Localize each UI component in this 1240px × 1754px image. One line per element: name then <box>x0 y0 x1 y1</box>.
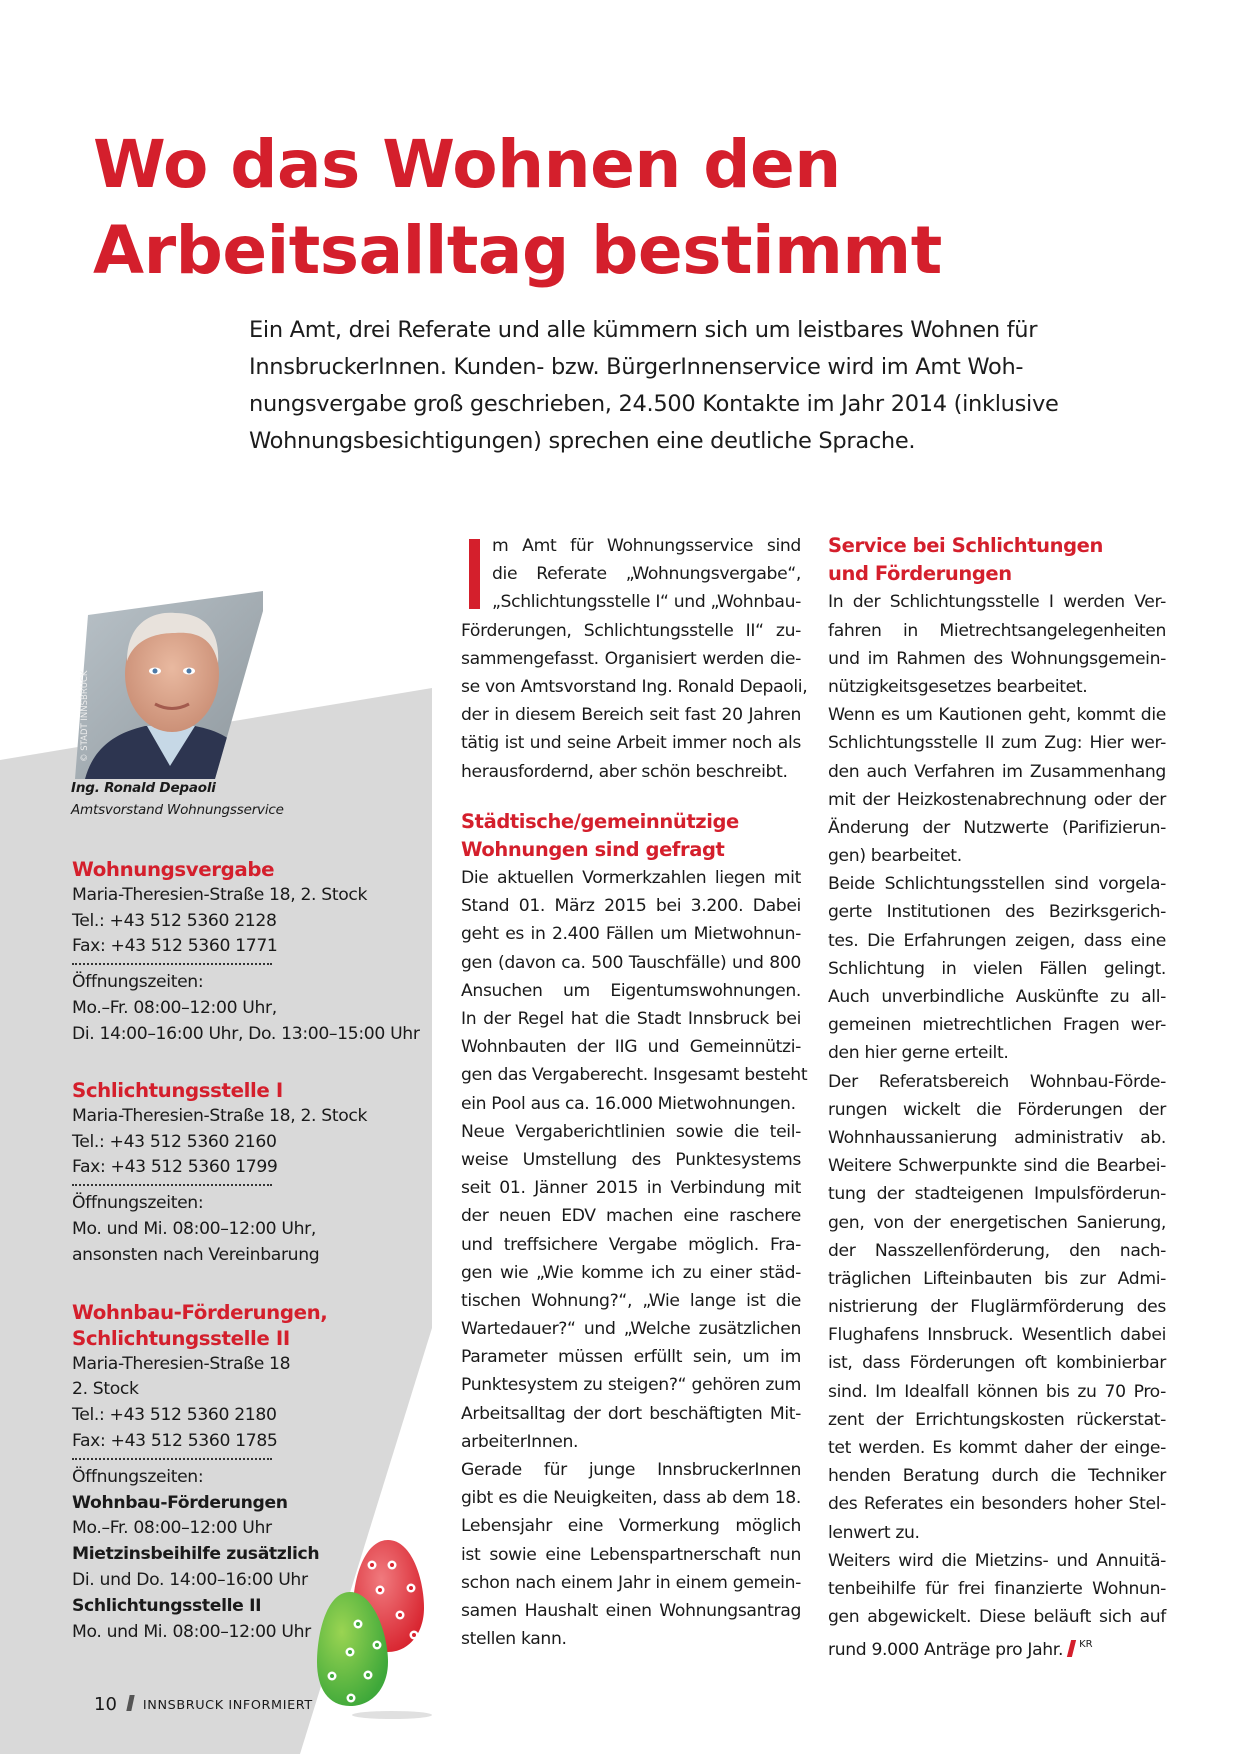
body-line: gen, von der energetischen Sanierung, <box>828 1212 1166 1233</box>
hours: Mo.–Fr. 08:00–12:00 Uhr <box>72 1518 272 1539</box>
author-initials: KR <box>1079 1639 1093 1651</box>
body-line: Auch unverbindliche Auskünfte zu all- <box>828 987 1166 1008</box>
body-line: In der Schlichtungsstelle I werden Ver- <box>828 592 1166 613</box>
address: Maria-Theresien-Straße 18, 2. Stock <box>72 1105 368 1126</box>
caption-name: Ing. Ronald Depaoli <box>71 780 216 796</box>
body-line: sammengefasst. Organisiert werden die- <box>461 648 801 669</box>
fax: Fax: +43 512 5360 1785 <box>72 1430 278 1451</box>
body-line: sind. Im Idealfall können bis zu 70 Pro- <box>828 1381 1166 1402</box>
phone: Tel.: +43 512 5360 2180 <box>72 1405 277 1426</box>
hours: Mo.–Fr. 08:00–12:00 Uhr, <box>72 997 277 1018</box>
body-line: Weiters wird die Mietzins- und Annuitä- <box>828 1550 1166 1571</box>
body-line: nistrierung der Fluglärmförderung des <box>828 1297 1166 1318</box>
body-line: tet werden. Es kommt daher der einge- <box>828 1438 1166 1459</box>
body-line: der in diesem Bereich seit fast 20 Jahren <box>461 705 801 726</box>
body-line: Lebensjahr eine Vormerkung möglich <box>461 1516 801 1537</box>
intro-line: Ein Amt, drei Referate und alle kümmern sich um leistbares Wohnen für <box>249 317 1038 343</box>
section-heading: Service bei Schlichtungen <box>828 534 1103 557</box>
body-line: die Referate „Wohnungsvergabe“, <box>492 564 801 585</box>
body-line: ein Pool aus ca. 16.000 Mietwohnungen. <box>461 1093 796 1114</box>
body-line: Beide Schlichtungsstellen sind vorgela- <box>828 874 1166 895</box>
body-line: tung der stadteigenen Impulsförderun- <box>828 1184 1166 1205</box>
body-line: und treffsichere Vergabe möglich. Fra- <box>461 1234 801 1255</box>
body-line: Der Referatsbereich Wohnbau-Förde- <box>828 1071 1166 1092</box>
photo-credit: © STADT INNSBRUCK <box>80 670 90 762</box>
body-line: tes. Die Erfahrungen zeigen, dass eine <box>828 930 1166 951</box>
body-line: arbeiterInnen. <box>461 1431 579 1452</box>
portrait-photo <box>75 591 263 779</box>
body-line: Die aktuellen Vormerkzahlen liegen mit <box>461 868 801 889</box>
section-heading: Wohnbau-Förderungen, <box>72 1301 328 1324</box>
contact-schlichtungsstelle-1 <box>72 1078 367 1269</box>
hours: Mo. und Mi. 08:00–12:00 Uhr <box>72 1621 311 1642</box>
page-footer <box>94 1694 313 1715</box>
body-line: mit der Heizkostenabrechnung oder der <box>828 789 1166 810</box>
body-line: „Schlichtungsstelle I“ und „Wohnbau- <box>492 592 801 613</box>
body-line: Weitere Schwerpunkte sind die Bearbei- <box>828 1156 1166 1177</box>
section-heading: Schlichtungsstelle I <box>72 1079 283 1102</box>
body-line: Änderung der Nutzwerte (Parifizierun- <box>828 817 1166 838</box>
body-line: der Nasszellenförderung, den nach- <box>828 1240 1166 1261</box>
body-line: se von Amtsvorstand Ing. Ronald Depaoli, <box>461 676 808 697</box>
body-line: der neuen EDV machen eine raschere <box>461 1206 801 1227</box>
body-line: geht es in 2.400 Fällen um Mietwohnun- <box>461 924 801 945</box>
section-heading: Schlichtungsstelle II <box>72 1326 290 1350</box>
title-line-1: Wo das Wohnen den <box>93 126 841 203</box>
caption-role: Amtsvorstand Wohnungsservice <box>71 802 284 818</box>
body-line: samen Haushalt einen Wohnungsantrag <box>461 1600 801 1621</box>
title-line-2: Arbeitsalltag bestimmt <box>93 212 942 289</box>
intro-line: Wohnungsbesichtigungen) sprechen eine deutliche Sprache. <box>249 428 916 454</box>
section-heading: Wohnungsvergabe <box>72 858 275 881</box>
body-line: gemeinen mietrechtlichen Fragen wer- <box>828 1015 1166 1036</box>
dotted-divider <box>72 959 272 965</box>
phone: Tel.: +43 512 5360 2128 <box>72 910 277 931</box>
body-line: m Amt für Wohnungsservice sind <box>492 536 801 556</box>
body-line: Förderungen, Schlichtungsstelle II“ zu- <box>461 620 801 641</box>
hours-category: Wohnbau-Förderungen <box>72 1492 288 1513</box>
body-line: Schlichtung in vielen Fällen gelingt. <box>828 958 1166 979</box>
hours: Di. und Do. 14:00–16:00 Uhr <box>72 1569 308 1590</box>
hours-label: Öffnungszeiten: <box>72 972 204 993</box>
body-line: Neue Vergaberichtlinien sowie die teil- <box>461 1121 801 1142</box>
body-line: den hier gerne erteilt. <box>828 1043 1009 1064</box>
hours: ansonsten nach Vereinbarung <box>72 1244 320 1265</box>
body-line: gen abgewickelt. Diese beläuft sich auf <box>828 1607 1166 1628</box>
hours: Di. 14:00–16:00 Uhr, Do. 13:00–15:00 Uhr <box>72 1023 420 1044</box>
hours-label: Öffnungszeiten: <box>72 1193 204 1214</box>
body-line: gibt es die Neuigkeiten, dass ab dem 18. <box>461 1488 801 1509</box>
body-line-final <box>828 1631 1166 1659</box>
body-line: Punktesystem zu steigen?“ gehören zum <box>461 1375 801 1396</box>
end-mark-slash-icon <box>1067 1640 1076 1657</box>
address: 2. Stock <box>72 1379 139 1400</box>
body-line: den auch Verfahren im Zusammenhang <box>828 761 1166 782</box>
body-line: ist, dass Förderungen oft kombinierbar <box>828 1353 1166 1374</box>
body-line: träglichen Lifteinbauten bis zur Admi- <box>828 1268 1166 1289</box>
page-number: 10 <box>94 1694 117 1715</box>
body-line: Ansuchen um Eigentumswohnungen. <box>461 980 801 1001</box>
section-heading: Städtische/gemeinnützige <box>461 809 739 833</box>
body-line: gen wie „Wie komme ich zu einer städ- <box>461 1262 801 1283</box>
hours-category: Mietzinsbeihilfe zusätzlich <box>72 1544 320 1565</box>
final-sentence: rund 9.000 Anträge pro Jahr. <box>828 1640 1064 1661</box>
paragraph-gap <box>461 786 801 808</box>
body-line: schon nach einem Jahr in einem gemein- <box>461 1572 801 1593</box>
body-line: gen (davon ca. 500 Tauschfälle) und 800 <box>461 952 801 973</box>
body-line: Wartedauer?“ und „Welche zusätzlichen <box>461 1319 801 1340</box>
body-line: herausfordernd, aber schön beschreibt. <box>461 761 788 782</box>
body-line: gen) bearbeitet. <box>828 846 962 867</box>
intro-paragraph <box>249 312 1059 460</box>
body-line: tenbeihilfe für frei finanzierte Wohnun- <box>828 1578 1166 1599</box>
body-line: Wohnbauten der IIG und Gemeinnützi- <box>461 1037 801 1058</box>
address: Maria-Theresien-Straße 18 <box>72 1353 291 1374</box>
section-heading: und Förderungen <box>828 562 1012 586</box>
easter-eggs-image <box>300 1530 440 1720</box>
contact-wohnbau-foerderungen <box>72 1300 327 1645</box>
body-line: Arbeitsalltag der dort beschäftigten Mit- <box>461 1403 801 1424</box>
hours-label: Öffnungszeiten: <box>72 1466 204 1487</box>
body-line: Wohnhaussanierung administrativ ab. <box>828 1127 1166 1148</box>
body-line: Wenn es um Kautionen geht, kommt die <box>828 705 1166 726</box>
body-line: gen das Vergaberecht. Insgesamt besteht <box>461 1065 808 1086</box>
body-line: seit 01. Jänner 2015 in Verbindung mit <box>461 1178 801 1199</box>
fax: Fax: +43 512 5360 1771 <box>72 936 278 957</box>
hours: Mo. und Mi. 08:00–12:00 Uhr, <box>72 1218 316 1239</box>
fax: Fax: +43 512 5360 1799 <box>72 1157 278 1178</box>
body-line: In der Regel hat die Stadt Innsbruck bei <box>461 1009 801 1030</box>
body-line: tätig ist und seine Arbeit immer noch als <box>461 733 801 754</box>
body-line: gerte Institutionen des Bezirksgerich- <box>828 902 1166 923</box>
body-line: Gerade für junge InnsbruckerInnen <box>461 1460 801 1481</box>
body-line: henden Beratung durch die Techniker <box>828 1466 1166 1487</box>
address: Maria-Theresien-Straße 18, 2. Stock <box>72 884 368 905</box>
slash-icon <box>126 1695 134 1711</box>
publication-name: INNSBRUCK INFORMIERT <box>142 1698 313 1713</box>
body-line: rungen wickelt die Förderungen der <box>828 1099 1166 1120</box>
phone: Tel.: +43 512 5360 2160 <box>72 1131 277 1152</box>
body-line: Flughafens Innsbruck. Wesentlich dabei <box>828 1325 1166 1346</box>
body-line: und im Rahmen des Wohnungsgemein- <box>828 648 1166 669</box>
article-column-right <box>828 532 1166 1660</box>
body-line: fahren in Mietrechtsangelegenheiten <box>828 620 1166 641</box>
photo-caption <box>71 777 284 821</box>
body-line: Parameter müssen erfüllt sein, um im <box>461 1347 801 1368</box>
hours-category: Schlichtungsstelle II <box>72 1595 262 1616</box>
body-line: ist sowie eine Lebenspartnerschaft nun <box>461 1544 801 1565</box>
body-line: tischen Wohnung?“, „Wie lange ist die <box>461 1290 801 1311</box>
page-title <box>93 122 942 294</box>
body-line: nützigkeitsgesetzes bearbeitet. <box>828 676 1088 697</box>
body-line: Schlichtungsstelle II zum Zug: Hier wer- <box>828 733 1166 754</box>
body-line: weise Umstellung des Punktesystems <box>461 1149 801 1170</box>
intro-line: InnsbruckerInnen. Kunden- bzw. BürgerInnenservice wird im Amt Woh- <box>249 354 1024 380</box>
contact-wohnungsvergabe <box>72 857 420 1048</box>
body-line: Stand 01. März 2015 bei 3.200. Dabei <box>461 896 801 917</box>
body-line: zent der Errichtungskosten rückerstat- <box>828 1409 1166 1430</box>
dotted-divider <box>72 1180 272 1186</box>
body-line: lenwert zu. <box>828 1522 920 1543</box>
section-heading: Wohnungen sind gefragt <box>461 837 725 861</box>
intro-line: nungsvergabe groß geschrieben, 24.500 Kontakte im Jahr 2014 (inklusive <box>249 391 1059 417</box>
body-line: stellen kann. <box>461 1629 567 1650</box>
body-line: des Referates ein besonders hoher Stel- <box>828 1494 1166 1515</box>
article-column-middle <box>461 532 808 1653</box>
